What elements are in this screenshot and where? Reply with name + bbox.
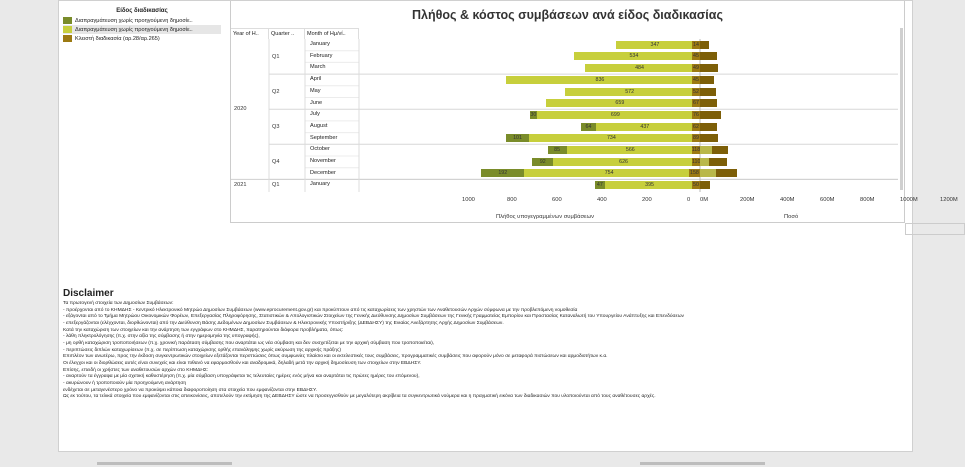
header-quarter[interactable]: Quarter .. — [269, 28, 305, 39]
amount-bar-brown — [700, 52, 717, 60]
chart-viz — [230, 1, 958, 223]
table-row[interactable] — [231, 51, 898, 62]
bar-label-light: 754 — [604, 170, 614, 177]
table-row[interactable] — [231, 74, 898, 85]
month-label: February — [310, 52, 333, 59]
disclaimer-body — [63, 301, 908, 401]
bar-label-dark: 92 — [539, 158, 546, 165]
bar-label-brown: 62 — [693, 123, 699, 130]
right-axis-tick: 0M — [700, 197, 709, 203]
legend-swatch — [63, 17, 72, 24]
legend-label: Κλειστή διαδικασία (αρ.28/αρ.265) — [75, 35, 160, 42]
bar-label-light: 484 — [635, 65, 644, 72]
amount-bar-brown — [700, 111, 721, 119]
right-axis-title: Ποσό — [784, 214, 799, 220]
disclaimer-line: Επίσης, επειδή οι χρήστες των αναθετουσών αρχών στο ΚΗΜΔΗΣ: — [63, 367, 209, 373]
table-row[interactable] — [231, 86, 898, 97]
right-axis-tick: 200M — [740, 197, 755, 203]
table-row[interactable] — [231, 121, 898, 132]
bar-label-light: 836 — [595, 76, 605, 83]
side-panel — [905, 223, 965, 235]
month-label: December — [310, 169, 336, 176]
month-label: November — [310, 158, 336, 164]
amount-bar-brown — [700, 64, 718, 72]
bar-label-light: 437 — [640, 123, 650, 130]
disclaimer-line: ενδέχεται σε μεταγενέστερο χρόνο να προκύψει κάποια διαφοροποίηση στα στοιχεία που εμφανίζονται στην ΕΒΔΗΣΥ. — [63, 387, 317, 393]
dashboard-panel — [58, 0, 958, 452]
bar-label-dark: 47 — [596, 182, 603, 189]
amount-bar-brown — [709, 158, 727, 166]
rows-layer — [231, 39, 898, 192]
bar-label-dark: 85 — [554, 147, 561, 154]
disclaimer-line: - εξάγονται από το Τμήμα Μητρώου Οικονομικών Φορέων, Επεξεργασίας Πληροφόρησης, Στατιστικών & Απολογιστικών Στοιχείων της Γενικής Διεύθυνσης Δημοσίων Συμβάσεων της Γενικής Γραμματείας Εμπορίου και Προστασίας Καταναλωτή του Υπουργείου Ανάπτυξης και Επενδύσεων — [63, 314, 684, 320]
table-row[interactable] — [231, 39, 898, 50]
right-axis-tick: 600M — [820, 197, 835, 203]
amount-bar-brown — [700, 181, 710, 189]
legend-item-negotiation-b[interactable] — [63, 25, 221, 34]
left-axis-title: Πλήθος υπογεγραμμένων συμβάσεων — [496, 214, 595, 220]
left-axis-tick: 200 — [642, 197, 652, 203]
month-label: January — [310, 181, 330, 188]
bar-label-brown: 67 — [693, 100, 699, 107]
month-label: January — [310, 41, 330, 47]
left-axis-tick: 800 — [507, 197, 517, 203]
right-axis-tick: 400M — [780, 197, 795, 203]
month-label: September — [310, 134, 338, 141]
disclaimer-line: Τα πρωτογενή στοιχεία των Δημοσίων Συμβάσεων: — [63, 301, 174, 306]
disclaimer-line: Κατά την καταχώριση των στοιχείων και την ανάρτηση των εγγράφων στο ΚΗΜΔΗΣ, παρατηρούνται διάφορα προβλήματα, όπως: — [63, 327, 344, 333]
legend-label: Διαπραγμάτευση χωρίς προηγούμενη δημοσίε.. — [75, 17, 193, 24]
bar-label-dark: 101 — [513, 135, 522, 142]
table-row[interactable] — [231, 62, 898, 73]
bar-label-light: 626 — [619, 158, 628, 165]
month-label: July — [310, 111, 320, 118]
disclaimer-line: Επιπλέον των ανωτέρω, προς την έκδοση συγκεντρωτικών στοιχείων εξετάζονται περιπτώσεις όπως συμφωνίες πλαίσιο και οι εκτελεστικές τους συμβάσεις, προγραμματικές συμβάσεις που αφορούν μόνο σε μεταφορά πιστώσεων και αρμοδιοτήτων κ.α. — [63, 354, 608, 360]
bar-label-brown: 76 — [693, 111, 699, 118]
bar-label-brown: 118 — [691, 147, 701, 154]
legend-item-closed-procedure[interactable] — [63, 34, 221, 43]
table-row[interactable] — [231, 168, 898, 179]
legend-swatch — [63, 35, 72, 42]
horizontal-scrollbar[interactable] — [97, 462, 232, 465]
bar-label-light: 566 — [625, 147, 635, 154]
quarter-label: Q1 — [272, 182, 280, 189]
bar-label-brown: 45 — [693, 53, 699, 60]
legend-label: Διαπραγμάτευση χωρίς προηγούμενη δημοσίε.. — [75, 26, 193, 33]
month-label: August — [310, 122, 328, 129]
amount-bar-light — [700, 169, 716, 177]
left-axis-tick: 1000 — [462, 197, 475, 203]
header-month[interactable]: Month of Ημ/νί.. — [305, 28, 359, 39]
amount-bar-light — [700, 158, 709, 166]
left-axis-tick: 0 — [687, 197, 691, 203]
bar-label-brown: 110 — [692, 158, 701, 165]
left-axis-tick: 600 — [552, 197, 562, 203]
table-row[interactable] — [231, 133, 898, 144]
bar-label-light: 572 — [625, 88, 635, 95]
horizontal-scrollbar-right[interactable] — [640, 462, 765, 465]
disclaimer-line: - ακυρώνουν ή τροποποιούν μία προηγούμενη ανάρτηση — [63, 380, 187, 386]
month-label: March — [310, 64, 326, 71]
disclaimer-title: Disclaimer — [63, 288, 114, 299]
quarter-label: Q4 — [272, 158, 280, 165]
month-label: June — [310, 99, 323, 106]
bar-label-dark: 192 — [498, 170, 508, 177]
amount-bar-brown — [700, 88, 716, 96]
bar-label-dark: 30 — [530, 111, 537, 118]
table-row[interactable] — [231, 144, 898, 155]
month-label: May — [310, 87, 321, 94]
bar-label-brown: 45 — [693, 76, 699, 83]
right-axis-tick: 1000M — [900, 197, 918, 203]
table-row[interactable] — [231, 156, 898, 167]
quarter-label: Q3 — [272, 123, 280, 130]
bar-label-brown: 49 — [693, 65, 699, 72]
bar-label-light: 699 — [610, 111, 620, 118]
month-label: October — [310, 146, 330, 153]
legend — [63, 8, 221, 43]
chart-rows — [231, 39, 898, 192]
disclaimer — [63, 288, 908, 401]
right-axis-tick: 1200M — [940, 197, 958, 203]
amount-bar-brown — [700, 41, 709, 49]
bar-label-light: 534 — [629, 53, 639, 60]
table-row[interactable] — [231, 179, 898, 190]
bar-label-brown: 158 — [690, 170, 699, 177]
disclaimer-line: Ως εκ τούτου, τα τελικά στοιχεία που εμφανίζονται στις απεικονίσεις, αποτελούν την εκτίμηση της ΔΕΒΔΗΣΥ ώστε να προσεγγισθούν με μεγαλύτερη ακρίβεια τα συγκεντρωτικά νούμερα και η πραγματική εικόνα των διαδικασιών που υλοποιούνται από τους αναθέτουσες αρχές. — [63, 394, 656, 400]
amount-bar-brown — [700, 76, 714, 84]
bar-label-brown: 14 — [693, 41, 699, 48]
disclaimer-line: - περιπτώσεις διπλών καταχωρίσεων (π.χ. σε περίπτωση καταχώρισης ορθής επανάληψης χωρίς ακύρωση της αρχικής πράξης) — [63, 347, 341, 353]
amount-bar-brown — [712, 146, 728, 154]
scrollbar-thumb[interactable] — [900, 28, 903, 190]
right-axis-tick: 800M — [860, 197, 875, 203]
bar-label-dark: 64 — [585, 123, 592, 130]
amount-bar-brown — [700, 123, 717, 131]
disclaimer-line: - προέρχονται από το ΚΗΜΔΗΣ - Κεντρικό Ηλεκτρονικό Μητρώο Δημοσίων Συμβάσεων (www.eprocurement.gov.gr) και προκύπτουν από τις καταχωρίσεις των χρηστών των Αναθετουσών Αρχών σύμφωνα με την προβλεπόμενη νομοθεσία — [63, 307, 578, 313]
header-year[interactable]: Year of H.. — [231, 28, 269, 39]
bar-label-brown: 50 — [693, 182, 699, 189]
year-label: 2020 — [234, 106, 247, 113]
bar-label-light: 395 — [645, 182, 654, 189]
disclaimer-line: - αναρτούν τα έγγραφα με μία σχετική καθυστέρηση (π.χ. μία σύμβαση υπογράφεται τις τελευταίες ημέρες ενός μήνα και αναρτάται τις πρώτες ημέρες του επόμενου), — [63, 374, 420, 380]
legend-item-negotiation-a[interactable] — [63, 16, 221, 25]
amount-bar-brown — [700, 134, 718, 142]
legend-title: Είδος διαδικασίας — [116, 8, 168, 14]
year-label: 2021 — [234, 182, 247, 189]
amount-bar-brown — [700, 99, 717, 107]
disclaimer-line: - επεξεργάζονται (ελέγχονται, διορθώνονται) από την Διεύθυνση Βάσης Δεδομένων Δημοσίων Συμβάσεων & Ηλεκτρονικής Υποστήριξης (ΔΕΒΔΗΣΥ) της Ενιαίας Ανεξάρτητης Αρχής Δημοσίων Συμβάσεων. — [63, 320, 504, 326]
bar-label-light: 659 — [615, 100, 625, 107]
quarter-label: Q1 — [272, 53, 280, 60]
bar-label-light: 347 — [650, 41, 660, 48]
bar-label-brown: 89 — [693, 135, 699, 142]
month-label: April — [310, 76, 322, 83]
table-row[interactable] — [231, 109, 898, 120]
bottom-strip — [0, 452, 918, 467]
bar-label-light: 734 — [606, 135, 616, 142]
bar-label-brown: 52 — [693, 88, 699, 95]
disclaimer-line: - μη ορθή καταχώριση τροποποιήσεων (π.χ. χρονική παράταση σύμβασης που αναρτάται ως νέα σύμβαση και δεν συσχετίζεται με την αρχική σύμβαση που τροποποιείται), — [63, 340, 435, 346]
quarter-label: Q2 — [272, 88, 280, 95]
table-row[interactable] — [231, 98, 898, 109]
left-axis-tick: 400 — [597, 197, 607, 203]
disclaimer-line: - λάθη πληκτρολόγησης (π.χ. στην αξία της σύμβασης ή στην ημερομηνία της υπογραφής), — [63, 334, 260, 340]
vertical-scrollbar[interactable] — [900, 28, 903, 190]
amount-bar-brown — [716, 169, 737, 177]
disclaimer-line: Οι έλεγχοι και οι διορθώσεις αυτές είναι συνεχείς και είναι πιθανό να εφαρμοσθούν και αναδρομικά, δηλαδή μετά την αρχική δημοσίευση των στοιχείων στην ΕΒΔΗΣΥ. — [63, 360, 422, 366]
amount-bar-light — [700, 146, 712, 154]
legend-swatch — [63, 26, 72, 33]
chart-title: Πλήθος & κόστος συμβάσεων ανά είδος διαδικασίας — [412, 8, 723, 22]
